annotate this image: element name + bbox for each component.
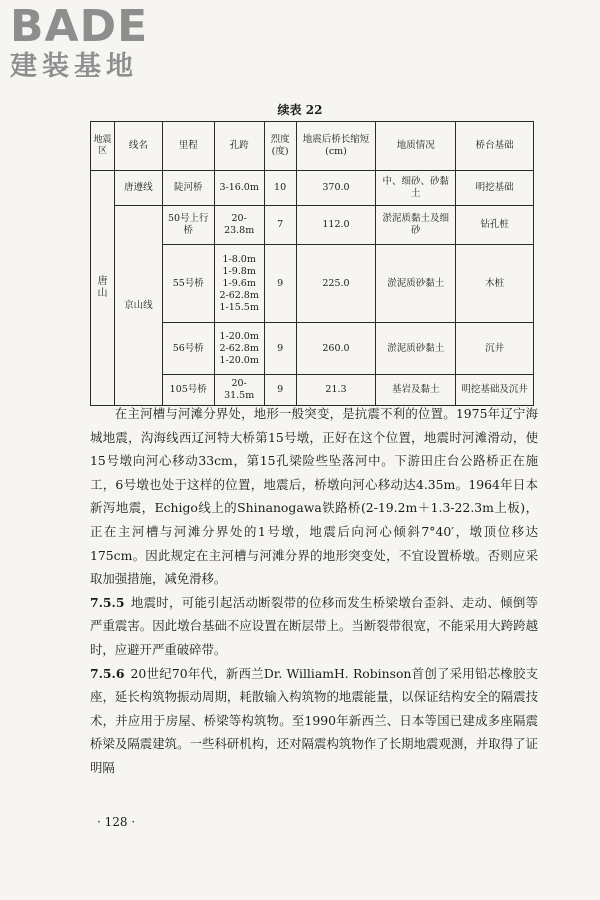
cell-mileage: 105号桥 <box>162 375 214 406</box>
header-line: 线名 <box>114 122 162 171</box>
span-value: 1-15.5m <box>219 301 259 313</box>
cell-region: 唐山 <box>91 171 115 406</box>
span-value: 1-9.8m <box>222 265 256 277</box>
cell-spans <box>214 323 264 375</box>
span-value: 20-31.5m <box>224 378 255 401</box>
cell-foundation: 沉井 <box>456 323 534 375</box>
cell-geology: 淤泥质砂黏土 <box>376 245 456 323</box>
cell-shortening: 21.3 <box>296 375 376 406</box>
span-value: 1-8.0m <box>222 253 256 265</box>
cell-foundation: 明挖基础及沉井 <box>456 375 534 406</box>
table-caption: 续表 22 <box>277 103 323 117</box>
cell-line: 京山线 <box>114 206 162 406</box>
cell-shortening: 260.0 <box>296 323 376 375</box>
cell-foundation: 钻孔桩 <box>456 206 534 245</box>
span-value: 2-62.8m <box>219 342 259 354</box>
cell-foundation: 明挖基础 <box>456 171 534 206</box>
watermark-logo <box>10 1 149 82</box>
span-value: 20-23.8m <box>224 213 255 236</box>
cell-intensity: 10 <box>264 171 296 206</box>
section-number: 7.5.6 <box>90 665 125 681</box>
span-value: 3-16.0m <box>219 182 259 193</box>
cell-geology: 淤泥质砂黏土 <box>376 323 456 375</box>
cell-mileage: 陡河桥 <box>162 171 214 206</box>
cell-shortening: 112.0 <box>296 206 376 245</box>
cell-geology: 中、细砂、砂黏土 <box>376 171 456 206</box>
section-7-5-6 <box>90 662 538 780</box>
cell-spans <box>214 245 264 323</box>
section-number: 7.5.5 <box>90 594 125 610</box>
header-mileage: 里程 <box>162 122 214 171</box>
page-number: · 128 · <box>97 815 136 829</box>
body-text <box>90 402 538 780</box>
header-foundation: 桥台基础 <box>456 122 534 171</box>
header-region: 地震区 <box>91 122 115 171</box>
header-geology: 地质情况 <box>376 122 456 171</box>
table-row <box>91 171 534 206</box>
span-value: 1-20.0m <box>219 354 259 366</box>
cell-shortening: 225.0 <box>296 245 376 323</box>
cell-intensity: 9 <box>264 245 296 323</box>
cell-line: 唐遵线 <box>114 171 162 206</box>
table-row <box>91 206 534 245</box>
cell-shortening: 370.0 <box>296 171 376 206</box>
cell-mileage: 56号桥 <box>162 323 214 375</box>
section-text: 20世纪70年代，新西兰Dr. WilliamH. Robinson首创了采用铅芯橡胶支座，延长构筑物振动周期，耗散输入构筑物的地震能量，以保证结构安全的隔震技术，并应用于房屋、桥梁等构筑物。至1990年新西兰、日本等国已建成多座隔震桥梁及隔震建筑。一些科研机构，还对隔震构筑物作了长期地震观测，并取得了证明隔 <box>90 665 538 775</box>
cell-geology: 基岩及黏土 <box>376 375 456 406</box>
cell-intensity: 7 <box>264 206 296 245</box>
cell-foundation: 木桩 <box>456 245 534 323</box>
watermark-brand: BADE <box>10 1 149 52</box>
span-value: 1-20.0m <box>219 330 259 342</box>
cell-geology: 淤泥质黏土及细砂 <box>376 206 456 245</box>
cell-mileage: 50号上行桥 <box>162 206 214 245</box>
cell-spans <box>214 171 264 206</box>
cell-spans <box>214 375 264 406</box>
header-shortening: 地震后桥长缩短(cm) <box>296 122 376 171</box>
header-spans: 孔跨 <box>214 122 264 171</box>
cell-spans <box>214 206 264 245</box>
paragraph: 在主河槽与河滩分界处，地形一般突变，是抗震不利的位置。1975年辽宁海城地震，沟海线西辽河特大桥第15号墩，正好在这个位置，地震时河滩滑动，使15号墩向河心移动33cm，第15孔梁险些坠落河中。下游田庄台公路桥正在施工，6号墩也处于这样的位置，地震后，桥墩向河心移动达4.35m。1964年日本新泻地震，Echigo线上的Shinanogawa铁路桥(2-19.2m＋1.3-22.3m上板)，正在主河槽与河滩分界处的1号墩，地震后向河心倾斜7°40′，墩顶位移达175cm。因此规定在主河槽与河滩分界的地形突变处，不宜设置桥墩。否则应采取加强措施，减免滑移。 <box>90 406 538 587</box>
table-header-row <box>91 122 534 171</box>
cell-intensity: 9 <box>264 375 296 406</box>
section-text: 地震时，可能引起活动断裂带的位移而发生桥梁墩台歪斜、走动、倾倒等严重震害。因此墩台基础不应设置在断层带上。当断裂带很宽，不能采用大跨跨越时，应避开严重破碎带。 <box>90 594 538 657</box>
watermark-subtitle: 建装基地 <box>10 51 138 82</box>
header-intensity: 烈度(度) <box>264 122 296 171</box>
section-7-5-5 <box>90 591 538 662</box>
earthquake-bridge-table <box>90 121 534 406</box>
cell-mileage: 55号桥 <box>162 245 214 323</box>
span-value: 2-62.8m <box>219 289 259 301</box>
cell-intensity: 9 <box>264 323 296 375</box>
span-value: 1-9.6m <box>222 277 256 289</box>
